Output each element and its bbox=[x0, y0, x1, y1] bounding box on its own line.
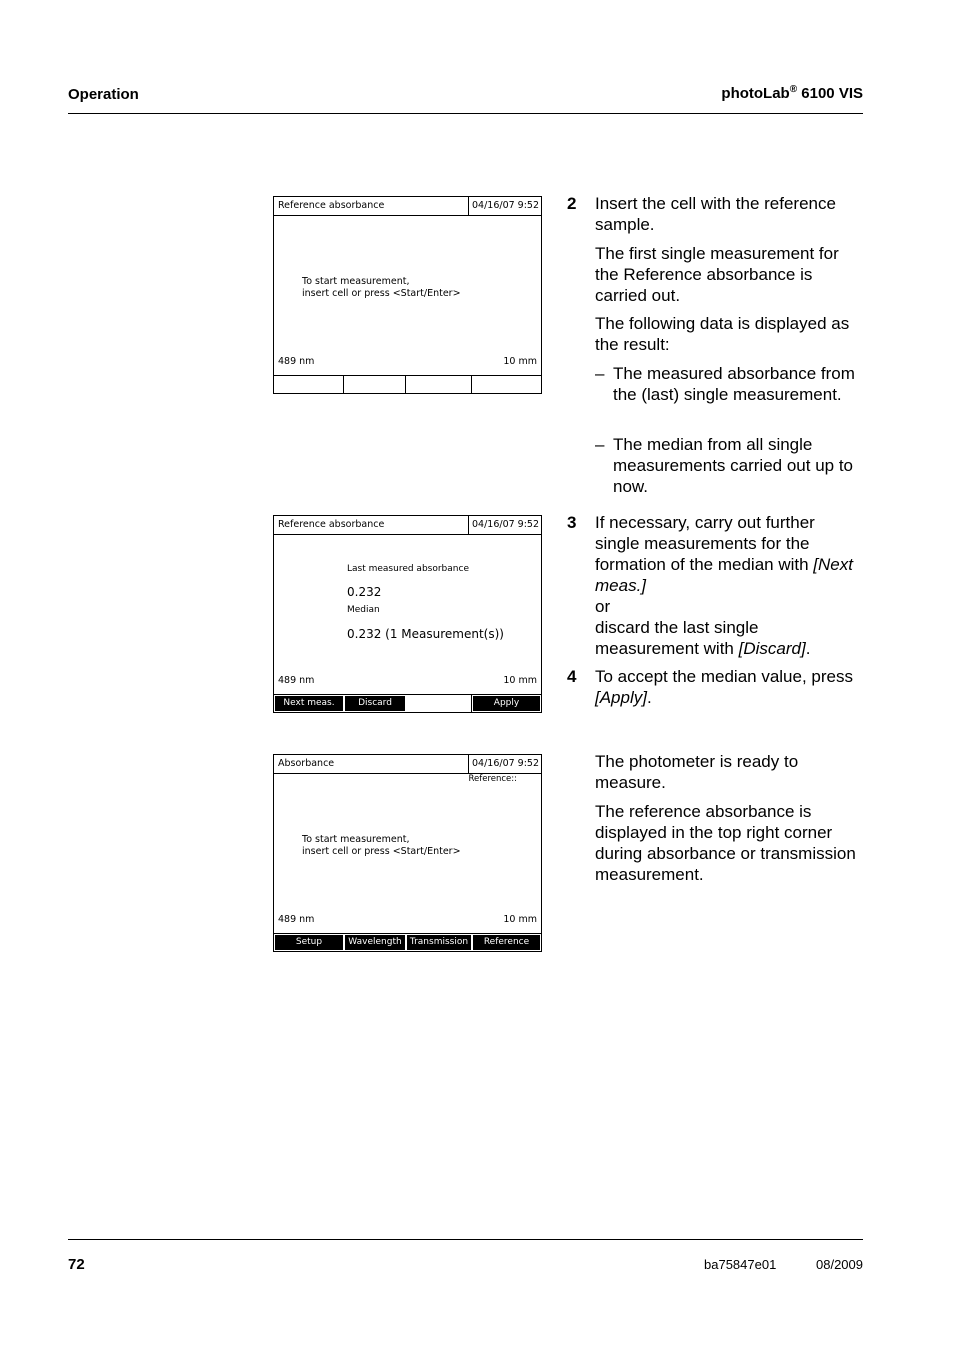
product-title bbox=[721, 84, 863, 102]
step-3-text bbox=[595, 512, 863, 659]
median-value: 0.232 (1 Measurement(s)) bbox=[347, 627, 504, 641]
step-2-text: Insert the cell with the reference sample. bbox=[595, 194, 836, 234]
discard-key-ref: [Discard] bbox=[738, 639, 806, 658]
screen-date: 04/16/07 9:52 bbox=[472, 758, 540, 769]
screen-title: Absorbance bbox=[278, 758, 335, 769]
screen-absorbance-ready bbox=[273, 754, 542, 952]
path-length: 10 mm bbox=[503, 356, 537, 367]
setup-button[interactable]: Setup bbox=[274, 934, 344, 951]
footer-rule bbox=[68, 1239, 863, 1240]
bullet-1: The measured absorbance from the (last) single measurement. bbox=[613, 364, 855, 404]
screen-title: Reference absorbance bbox=[278, 200, 385, 211]
document-date: 08/2009 bbox=[816, 1257, 863, 1272]
apply-button[interactable]: Apply bbox=[472, 695, 541, 712]
median-label: Median bbox=[347, 605, 380, 615]
wavelength: 489 nm bbox=[278, 914, 315, 925]
softkey-2[interactable] bbox=[344, 376, 406, 393]
next-meas-key-ref: [Next meas.] bbox=[595, 555, 853, 595]
step-4-part: To accept the median value, press bbox=[595, 667, 853, 686]
ready-para-1: The photometer is ready to measure. bbox=[595, 752, 799, 792]
page-number: 72 bbox=[68, 1256, 85, 1273]
step-3-part-b: discard the last single measurement with bbox=[595, 618, 759, 658]
bullet-dash-1: – bbox=[595, 364, 605, 383]
step-3-part-a: If necessary, carry out further single measurements for the formation of the median with bbox=[595, 513, 815, 574]
message-line-2: insert cell or press <Start/Enter> bbox=[302, 846, 461, 857]
screen-reference-result bbox=[273, 515, 542, 713]
screen-titlebar bbox=[274, 755, 541, 774]
header-rule bbox=[68, 113, 863, 114]
screen-titlebar bbox=[274, 197, 541, 216]
bullet-dash-2: – bbox=[595, 435, 605, 454]
softkey-4[interactable] bbox=[472, 376, 541, 393]
last-measured-value: 0.232 bbox=[347, 585, 382, 599]
last-measured-label: Last measured absorbance bbox=[347, 564, 469, 574]
path-length: 10 mm bbox=[503, 675, 537, 686]
section-title: Operation bbox=[68, 86, 139, 103]
product-model: 6100 VIS bbox=[801, 85, 863, 102]
step-2-para-2: The following data is displayed as the result: bbox=[595, 314, 850, 354]
screen-date-box bbox=[468, 197, 541, 215]
message-line-1: To start measurement, bbox=[302, 834, 410, 845]
step-4-period: . bbox=[646, 688, 652, 707]
step-4-text bbox=[595, 666, 863, 708]
wavelength-button[interactable]: Wavelength bbox=[344, 934, 406, 951]
product-name: photoLab bbox=[721, 85, 790, 102]
step-3-number: 3 bbox=[567, 513, 577, 532]
screen-message bbox=[302, 834, 461, 858]
softkey-3[interactable] bbox=[406, 376, 472, 393]
softkey-bar bbox=[274, 375, 541, 393]
registered-mark: ® bbox=[789, 84, 798, 95]
softkey-bar bbox=[274, 694, 541, 712]
screen-titlebar bbox=[274, 516, 541, 535]
screen-date: 04/16/07 9:52 bbox=[472, 519, 540, 530]
screen-reference-start bbox=[273, 196, 542, 394]
transmission-button[interactable]: Transmission bbox=[406, 934, 472, 951]
wavelength: 489 nm bbox=[278, 356, 315, 367]
message-line-1: To start measurement, bbox=[302, 276, 410, 287]
apply-key-ref: [Apply] bbox=[595, 688, 647, 707]
bullet-2: The median from all single measurements carried out up to now. bbox=[613, 435, 854, 496]
ready-para-2: The reference absorbance is displayed in the top right corner during absorbance or transmission measurement. bbox=[595, 802, 856, 884]
step-3-period: . bbox=[805, 639, 811, 658]
screen-date-box bbox=[468, 516, 541, 534]
step-3-or: or bbox=[595, 597, 611, 616]
softkey-1[interactable] bbox=[274, 376, 344, 393]
step-4-number: 4 bbox=[567, 667, 577, 686]
next-meas-button[interactable]: Next meas. bbox=[274, 695, 344, 712]
discard-button[interactable]: Discard bbox=[344, 695, 406, 712]
document-number: ba75847e01 bbox=[704, 1257, 777, 1272]
softkey-bar bbox=[274, 933, 541, 951]
message-line-2: insert cell or press <Start/Enter> bbox=[302, 288, 461, 299]
reference-indicator: Reference:: bbox=[468, 774, 517, 784]
path-length: 10 mm bbox=[503, 914, 537, 925]
screen-title: Reference absorbance bbox=[278, 519, 385, 530]
step-2-para-1: The first single measurement for the Reference absorbance is carried out. bbox=[595, 244, 839, 305]
screen-message bbox=[302, 276, 461, 300]
wavelength: 489 nm bbox=[278, 675, 315, 686]
reference-button[interactable]: Reference bbox=[472, 934, 541, 951]
step-2-number: 2 bbox=[567, 194, 577, 213]
screen-date-box bbox=[468, 755, 541, 773]
screen-date: 04/16/07 9:52 bbox=[472, 200, 540, 211]
softkey-3[interactable] bbox=[406, 695, 472, 712]
